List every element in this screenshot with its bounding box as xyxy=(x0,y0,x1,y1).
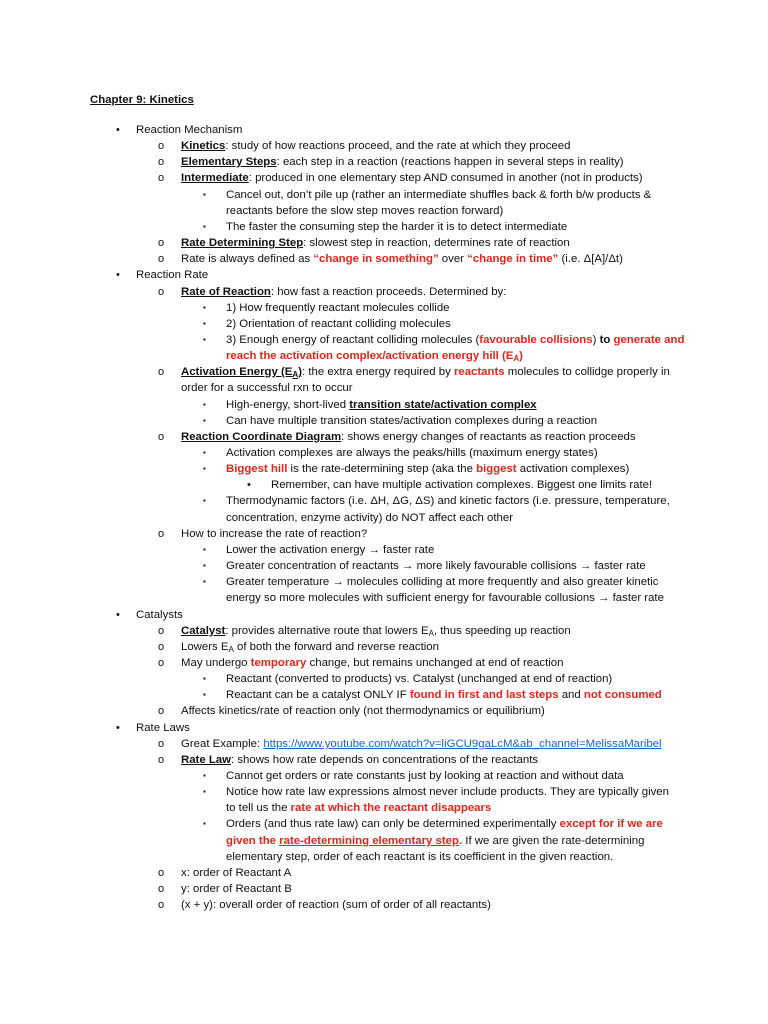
text-line xyxy=(226,768,624,784)
text-line xyxy=(226,558,646,574)
text-segment: molecules to collidge properly in xyxy=(504,366,670,378)
bullet-icon: ▪ xyxy=(203,319,206,328)
text-segment: 2) Orientation of reactant colliding molecules xyxy=(226,318,451,330)
bullet-icon: o xyxy=(158,172,165,184)
text-segment: reactants before the slow step moves reaction forward) xyxy=(226,205,504,217)
subscript: A xyxy=(228,645,234,654)
text-line xyxy=(181,235,570,251)
bullet-icon: ▪ xyxy=(203,496,206,505)
text-segment: Rate Determining Step xyxy=(181,237,304,249)
bullet-icon: ▪ xyxy=(203,400,206,409)
bullet-icon: o xyxy=(158,657,165,669)
bullet-icon: o xyxy=(158,286,165,298)
text-line xyxy=(181,154,624,170)
text-segment: , thus speeding up reaction xyxy=(433,625,571,637)
text-segment: 3) Enough energy of reactant colliding molecules ( xyxy=(226,334,480,346)
text-line xyxy=(226,219,567,235)
text-segment: : each step in a reaction (reactions happen in several steps in reality) xyxy=(276,156,624,168)
text-segment: Reactant can be a catalyst ONLY IF xyxy=(226,689,410,701)
text-line xyxy=(226,445,598,461)
subscript: A xyxy=(428,629,434,638)
text-line xyxy=(181,170,643,186)
text-segment: High-energy, short-lived xyxy=(226,399,350,411)
text-line xyxy=(226,542,434,558)
text-segment: ) xyxy=(519,350,523,362)
bullet-icon: ▪ xyxy=(203,771,206,780)
text-segment: x: order of Reactant A xyxy=(181,867,292,879)
text-segment: Cancel out, don’t pile up (rather an intermediate shuffles back & forth b/w products & xyxy=(226,189,652,201)
bullet-icon: o xyxy=(158,754,165,766)
text-segment: Reaction Coordinate Diagram xyxy=(181,431,342,443)
text-segment: Activation Energy (E xyxy=(181,366,293,378)
text-line xyxy=(226,348,523,364)
youtube-link[interactable]: https://www.youtube.com/watch?v=liGCU9gaLcM&ab_channel=MelissaMaribel xyxy=(263,738,662,750)
text-line xyxy=(226,316,451,332)
bullet-icon: • xyxy=(116,609,120,621)
bullet-icon: • xyxy=(116,722,120,734)
bullet-icon: o xyxy=(158,140,165,152)
bullet-icon: ▪ xyxy=(203,416,206,425)
text-segment: found in first and last steps xyxy=(409,689,559,701)
text-segment: is the rate-determining step (aka the xyxy=(287,463,477,475)
text-segment: Notice how rate law expressions almost never include products. They are typically given xyxy=(226,786,669,798)
text-line xyxy=(226,203,503,219)
text-line xyxy=(181,703,545,719)
text-line xyxy=(226,590,664,606)
text-line xyxy=(181,623,571,639)
text-segment: biggest xyxy=(476,463,517,475)
text-line xyxy=(181,251,623,267)
text-segment: generate and xyxy=(613,334,685,346)
text-segment: over xyxy=(438,253,468,265)
text-segment: Remember, can have multiple activation complexes. Biggest one limits rate! xyxy=(271,479,653,491)
text-line xyxy=(226,833,644,849)
bullet-icon: o xyxy=(158,738,165,750)
text-segment: “change in something” xyxy=(313,253,439,265)
text-line xyxy=(181,639,439,655)
text-segment: : shows energy changes of reactants as reaction proceeds xyxy=(341,431,636,443)
bullet-icon: ▪ xyxy=(203,674,206,683)
text-line xyxy=(226,397,537,413)
bullet-icon: o xyxy=(158,366,165,378)
bullet-icon: ▪ xyxy=(203,787,206,796)
text-segment: Rate Law xyxy=(181,754,232,766)
text-segment: Lower the activation energy → faster rate xyxy=(226,544,435,556)
text-line xyxy=(226,784,669,800)
text-segment: Can have multiple transition states/activation complexes during a reaction xyxy=(226,415,598,427)
text-segment: Greater concentration of reactants → more likely favourable collisions → faster rate xyxy=(226,560,646,572)
text-line xyxy=(226,510,513,526)
text-segment: The faster the consuming step the harder it is to detect intermediate xyxy=(226,221,568,233)
text-segment: (x + y): overall order of reaction (sum of order of all reactants) xyxy=(181,899,491,911)
text-line xyxy=(226,671,612,687)
text-segment: “change in time” xyxy=(467,253,559,265)
text-line xyxy=(226,332,684,348)
text-segment: to tell us the xyxy=(226,802,291,814)
text-line xyxy=(226,687,662,703)
text-segment: Lowers E xyxy=(181,641,229,653)
text-segment: If we are given the rate-determining xyxy=(462,835,645,847)
text-segment: activation complexes) xyxy=(516,463,630,475)
bullet-icon: ▪ xyxy=(203,335,206,344)
bullet-icon: ▪ xyxy=(203,448,206,457)
text-line xyxy=(181,736,662,752)
text-segment: Rate of Reaction xyxy=(181,286,271,298)
text-segment: . xyxy=(458,835,463,847)
text-line xyxy=(226,800,491,816)
text-segment: Catalysts xyxy=(136,609,183,621)
text-line xyxy=(226,300,450,316)
text-segment: Orders (and thus rate law) can only be determined experimentally xyxy=(226,818,560,830)
text-segment: : the extra energy required by xyxy=(301,366,454,378)
text-segment: change, but remains unchanged at end of reaction xyxy=(306,657,564,669)
text-segment: How to increase the rate of reaction? xyxy=(181,528,368,540)
text-line xyxy=(181,526,367,542)
text-line xyxy=(181,655,563,671)
text-line xyxy=(181,284,506,300)
text-segment: : how fast a reaction proceeds. Determined by: xyxy=(270,286,507,298)
bullet-icon: ▪ xyxy=(203,819,206,828)
bullet-icon: • xyxy=(116,269,120,281)
text-line xyxy=(136,720,190,736)
text-line xyxy=(136,267,208,283)
bullet-icon: ▪ xyxy=(203,690,206,699)
text-segment: favourable collisions xyxy=(479,334,593,346)
text-segment: Thermodynamic factors (i.e. ΔH, ΔG, ΔS) and kinetic factors (i.e. pressure, temperature, xyxy=(226,495,670,507)
bullet-icon: ▪ xyxy=(203,545,206,554)
bullet-icon: o xyxy=(158,237,165,249)
text-segment: Great Example: xyxy=(181,738,264,750)
bullet-icon: • xyxy=(116,124,120,136)
text-segment: except for if we are xyxy=(559,818,663,830)
text-segment: Biggest hill xyxy=(226,463,288,475)
text-segment: (i.e. Δ[A]/Δt) xyxy=(558,253,623,265)
text-line xyxy=(181,865,291,881)
text-segment: rate at which the reactant disappears xyxy=(290,802,492,814)
bullet-icon: o xyxy=(158,156,165,168)
text-line xyxy=(226,413,597,429)
text-segment: order for a successful rxn to occur xyxy=(181,382,353,394)
text-line xyxy=(226,493,670,509)
bullet-icon: o xyxy=(158,528,165,540)
text-segment: concentration, enzyme activity) do NOT affect each other xyxy=(226,512,514,524)
bullet-icon: • xyxy=(247,479,251,491)
bullet-icon: ▪ xyxy=(203,303,206,312)
text-line xyxy=(226,187,651,203)
text-segment: May undergo xyxy=(181,657,251,669)
text-segment: 1) How frequently reactant molecules collide xyxy=(226,302,450,314)
text-segment: elementary step, order of each reactant is its coefficient in the given reaction. xyxy=(226,851,614,863)
text-line xyxy=(226,816,663,832)
bullet-icon: ▪ xyxy=(203,464,206,473)
text-segment: not consumed xyxy=(583,689,662,701)
text-segment: Greater temperature → molecules colliding at more frequently and also greater kinetic xyxy=(226,576,659,588)
bullet-icon: o xyxy=(158,705,165,717)
text-segment: reactants xyxy=(453,366,505,378)
text-segment: ) xyxy=(592,334,600,346)
text-segment: Activation complexes are always the peaks/hills (maximum energy states) xyxy=(226,447,598,459)
text-segment: Rate is always defined as xyxy=(181,253,314,265)
bullet-icon: o xyxy=(158,431,165,443)
bullet-icon: o xyxy=(158,883,165,895)
page-title: Chapter 9: Kinetics xyxy=(90,94,194,106)
text-segment: Kinetics xyxy=(181,140,226,152)
text-segment: rate-determining elementary step xyxy=(279,835,459,847)
text-line xyxy=(226,574,658,590)
text-line xyxy=(181,138,570,154)
text-line xyxy=(181,380,353,396)
text-line xyxy=(271,477,652,493)
bullet-icon: ▪ xyxy=(203,577,206,586)
text-segment: Intermediate xyxy=(181,172,249,184)
text-segment: : provides alternative route that lowers E xyxy=(225,625,429,637)
subscript: A xyxy=(513,354,520,363)
text-segment: ) xyxy=(298,366,302,378)
bullet-icon: o xyxy=(158,625,165,637)
text-segment: : produced in one elementary step AND consumed in another (not in products) xyxy=(248,172,643,184)
text-segment: y: order of Reactant B xyxy=(181,883,292,895)
bullet-icon: ▪ xyxy=(203,190,206,199)
subscript: A xyxy=(292,370,299,379)
text-segment: temporary xyxy=(250,657,307,669)
text-segment: Rate Laws xyxy=(136,722,190,734)
text-segment: Reaction Mechanism xyxy=(136,124,243,136)
text-segment: reach the activation complex/activation energy hill (E xyxy=(226,350,514,362)
text-segment: to xyxy=(599,334,611,346)
bullet-icon: ▪ xyxy=(203,222,206,231)
text-segment: : slowest step in reaction, determines rate of reaction xyxy=(303,237,570,249)
text-line xyxy=(226,461,629,477)
text-segment: Reactant (converted to products) vs. Catalyst (unchanged at end of reaction) xyxy=(226,673,613,685)
text-line xyxy=(136,607,183,623)
text-segment: given the xyxy=(226,835,280,847)
text-segment: transition state/activation complex xyxy=(349,399,537,411)
text-line xyxy=(181,752,538,768)
bullet-icon: o xyxy=(158,899,165,911)
text-line xyxy=(181,364,670,380)
text-segment: Reaction Rate xyxy=(136,269,209,281)
text-segment: Catalyst xyxy=(181,625,226,637)
text-segment: Affects kinetics/rate of reaction only (not thermodynamics or equilibrium) xyxy=(181,705,545,717)
text-line xyxy=(181,429,636,445)
text-segment: : study of how reactions proceed, and the rate at which they proceed xyxy=(225,140,571,152)
bullet-icon: o xyxy=(158,253,165,265)
text-segment: and xyxy=(558,689,584,701)
text-segment: of both the forward and reverse reaction xyxy=(233,641,439,653)
text-line xyxy=(181,897,491,913)
text-segment: Cannot get orders or rate constants just by looking at reaction and without data xyxy=(226,770,624,782)
text-segment: energy so more molecules with sufficient energy for favourable collusions → faster rate xyxy=(226,592,664,604)
text-line xyxy=(136,122,242,138)
bullet-icon: o xyxy=(158,641,165,653)
text-line xyxy=(226,849,613,865)
bullet-icon: o xyxy=(158,867,165,879)
bullet-icon: ▪ xyxy=(203,561,206,570)
text-segment: : shows how rate depends on concentrations of the reactants xyxy=(231,754,539,766)
text-line xyxy=(181,881,292,897)
text-segment: Elementary Steps xyxy=(181,156,277,168)
